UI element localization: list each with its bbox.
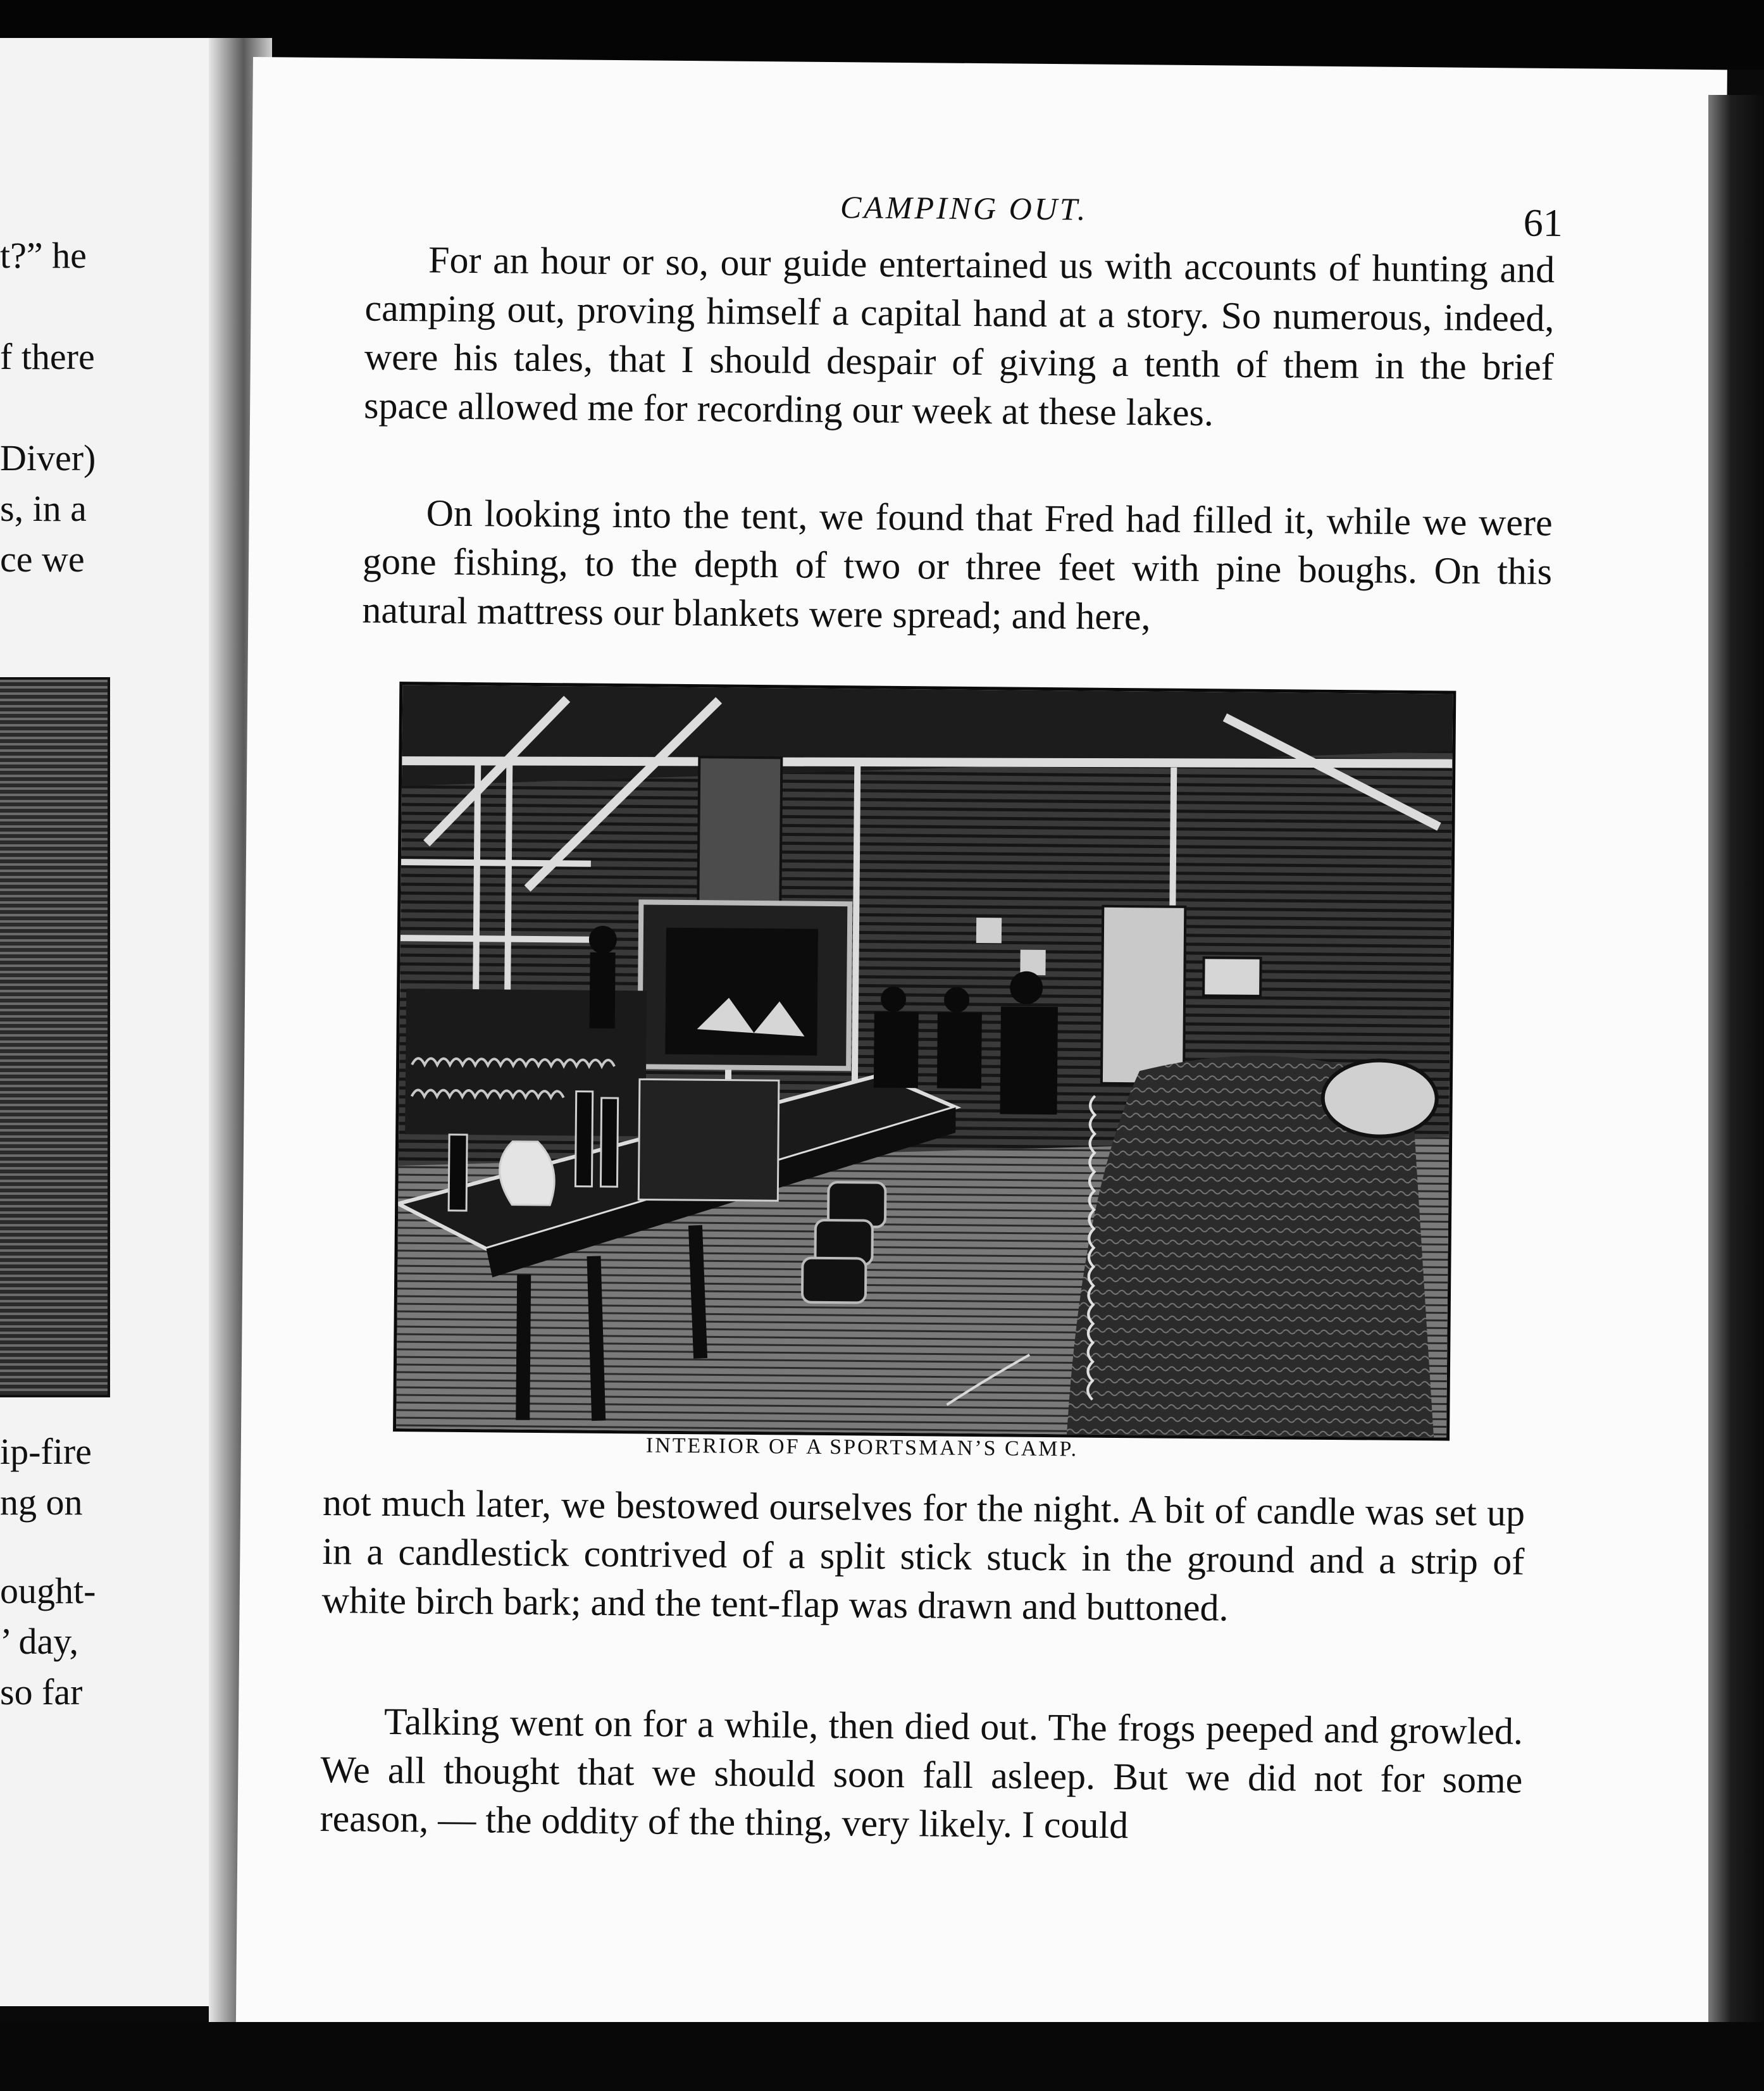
left-fragment: s, in a xyxy=(0,488,87,529)
camp-interior-engraving xyxy=(396,685,1453,1437)
right-page xyxy=(236,57,1727,2057)
left-fragment: so far xyxy=(0,1671,83,1713)
left-fragment: ’ day, xyxy=(0,1621,78,1662)
left-fragment: t?” he xyxy=(0,235,87,276)
figure-caption: INTERIOR OF A SPORTSMAN’S CAMP. xyxy=(645,1433,1079,1461)
left-page-illustration xyxy=(0,677,110,1397)
left-fragment: ip-fire xyxy=(0,1431,92,1472)
engraving-illustration xyxy=(393,682,1456,1441)
bottom-shadow xyxy=(0,2022,1764,2091)
paragraph-2: On looking into the tent, we found that Fred had filled it, while we were gone fishing, to the depth of two or three feet with pine boughs. On this natural mattress our blankets were spread; and here, xyxy=(362,492,1553,638)
left-fragment: ought- xyxy=(0,1570,96,1611)
left-fragment: ce we xyxy=(0,539,85,580)
paragraph-1: For an hour or so, our guide entertained us with accounts of hunting and camping out, proving himself a capital hand at a story. So numerous, indeed, were his tales, that I should despair of giving a tenth of them in the brief space allowed me for recording our week at these lakes. xyxy=(363,239,1555,434)
page-number: 61 xyxy=(1523,201,1563,246)
left-fragment: Diver) xyxy=(0,437,96,478)
paragraph-4: Talking went on for a while, then died out. The frogs peeped and growled. We all thought that we should soon fall asleep. But we did not for some reason, — the oddity of the thing, very likely. I could xyxy=(320,1700,1524,1847)
running-head: CAMPING OUT. xyxy=(840,189,1088,227)
left-fragment: ng on xyxy=(0,1482,83,1523)
left-fragment: f there xyxy=(0,336,95,377)
left-page xyxy=(0,38,225,2006)
paragraph-3: not much later, we bestowed ourselves for the night. A bit of candle was set up in a candlestick contrived of a split stick stuck in the ground and a strip of white birch bark; and the tent-flap was drawn and buttoned. xyxy=(321,1482,1525,1629)
page-edge-shadow xyxy=(1708,95,1764,2032)
